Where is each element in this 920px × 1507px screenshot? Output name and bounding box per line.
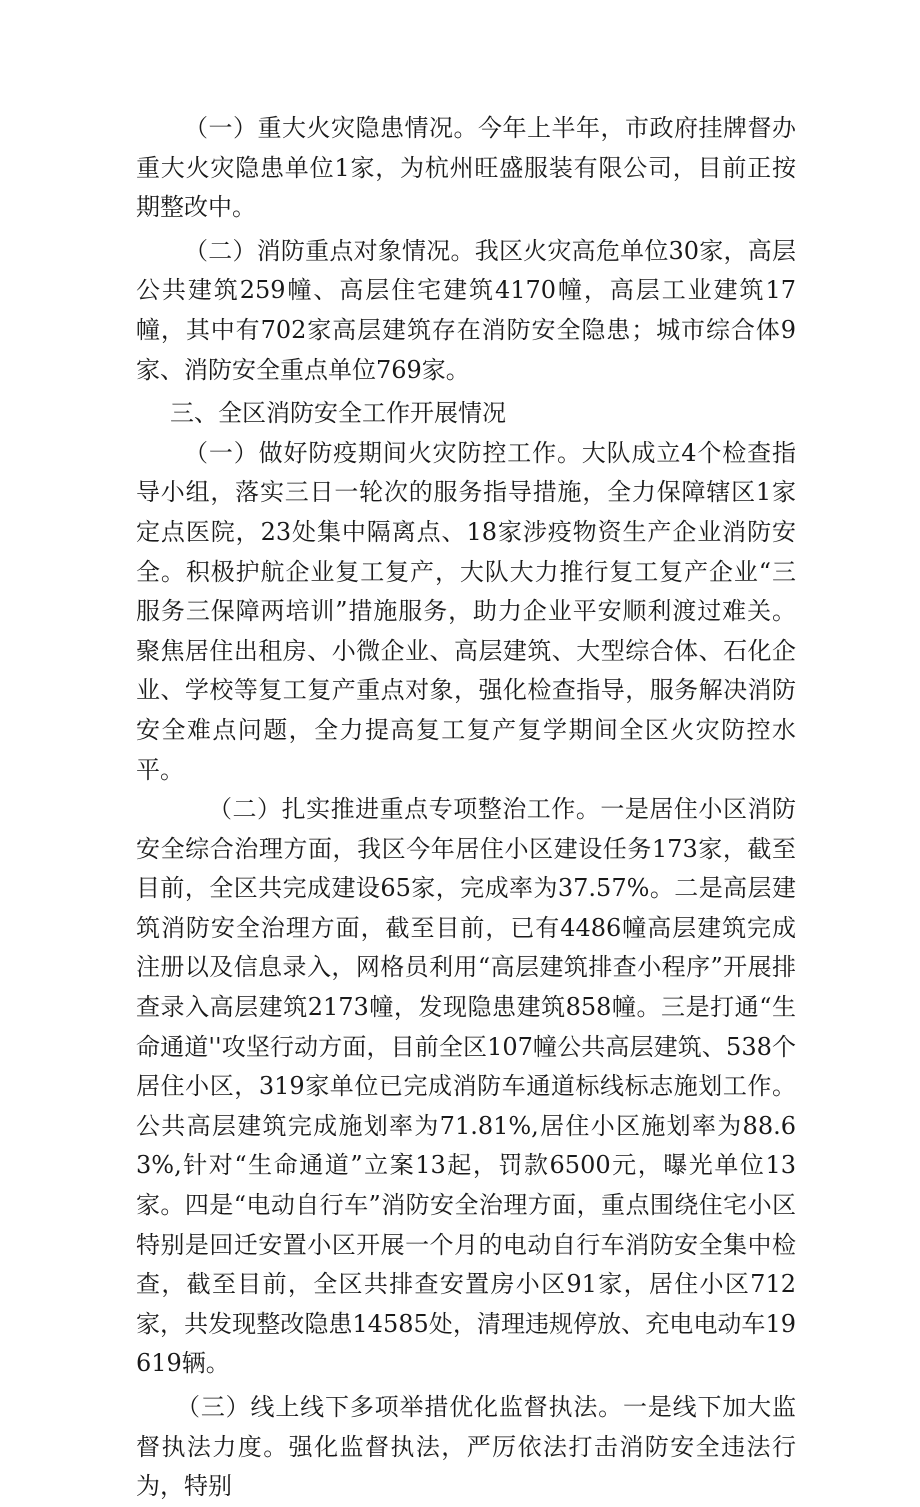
paragraph-supervision-enforcement: （三）线上线下多项举措优化监督执法。一是线下加大监督执法力度。强化监督执法，严厉依法打击消防安全违法行为，特别	[136, 1393, 796, 1501]
paragraph-major-fire-hazards: （一）重大火灾隐患情况。今年上半年，市政府挂牌督办重大火灾隐患单位1家，为杭州旺盛服装有限公司，目前正按期整改中。	[136, 114, 796, 222]
document-body	[136, 109, 796, 1507]
section-heading-fire-safety-work: 三、全区消防安全工作开展情况	[170, 399, 506, 428]
paragraph-key-fire-targets: （二）消防重点对象情况。我区火灾高危单位30家，高层公共建筑259幢、高层住宅建筑4170幢，高层工业建筑17幢，其中有702家高层建筑存在消防安全隐患；城市综合体9家、消防安全重点单位769家。	[136, 236, 796, 384]
paragraph-special-rectification: （二）扎实推进重点专项整治工作。一是居住小区消防安全综合治理方面，我区今年居住小区建设任务173家，截至目前，全区共完成建设65家，完成率为37.57%。二是高层建筑消防安全治理方面，截至目前，已有4486幢高层建筑完成注册以及信息录入，网格员利用“高层建筑排查小程序”开展排查录入高层建筑2173幢，发现隐患建筑858幢。三是打通“生命通道''攻坚行动方面，目前全区107幢公共高层建筑、538个居住小区，319家单位已完成消防车通道标线标志施划工作。公共高层建筑完成施划率为71.81%,居住小区施划率为88.63%,针对“生命通道”立案13起，罚款6500元，曝光单位13家。四是“电动自行车”消防安全治理方面，重点围绕住宅小区特别是回迁安置小区开展一个月的电动自行车消防安全集中检查，截至目前，全区共排查安置房小区91家，居住小区712家，共发现整改隐患14585处，清理违规停放、充电电动车19619辆。	[136, 795, 796, 1378]
paragraph-epidemic-fire-control: （一）做好防疫期间火灾防控工作。大队成立4个检查指导小组，落实三日一轮次的服务指导措施，全力保障辖区1家定点医院，23处集中隔离点、18家涉疫物资生产企业消防安全。积极护航企业复工复产，大队大力推行复工复产企业“三服务三保障两培训”措施服务，助力企业平安顺利渡过难关。聚焦居住出租房、小微企业、高层建筑、大型综合体、石化企业、学校等复工复产重点对象，强化检查指导，服务解决消防安全难点问题，全力提高复工复产复学期间全区火灾防控水平。	[136, 438, 796, 784]
